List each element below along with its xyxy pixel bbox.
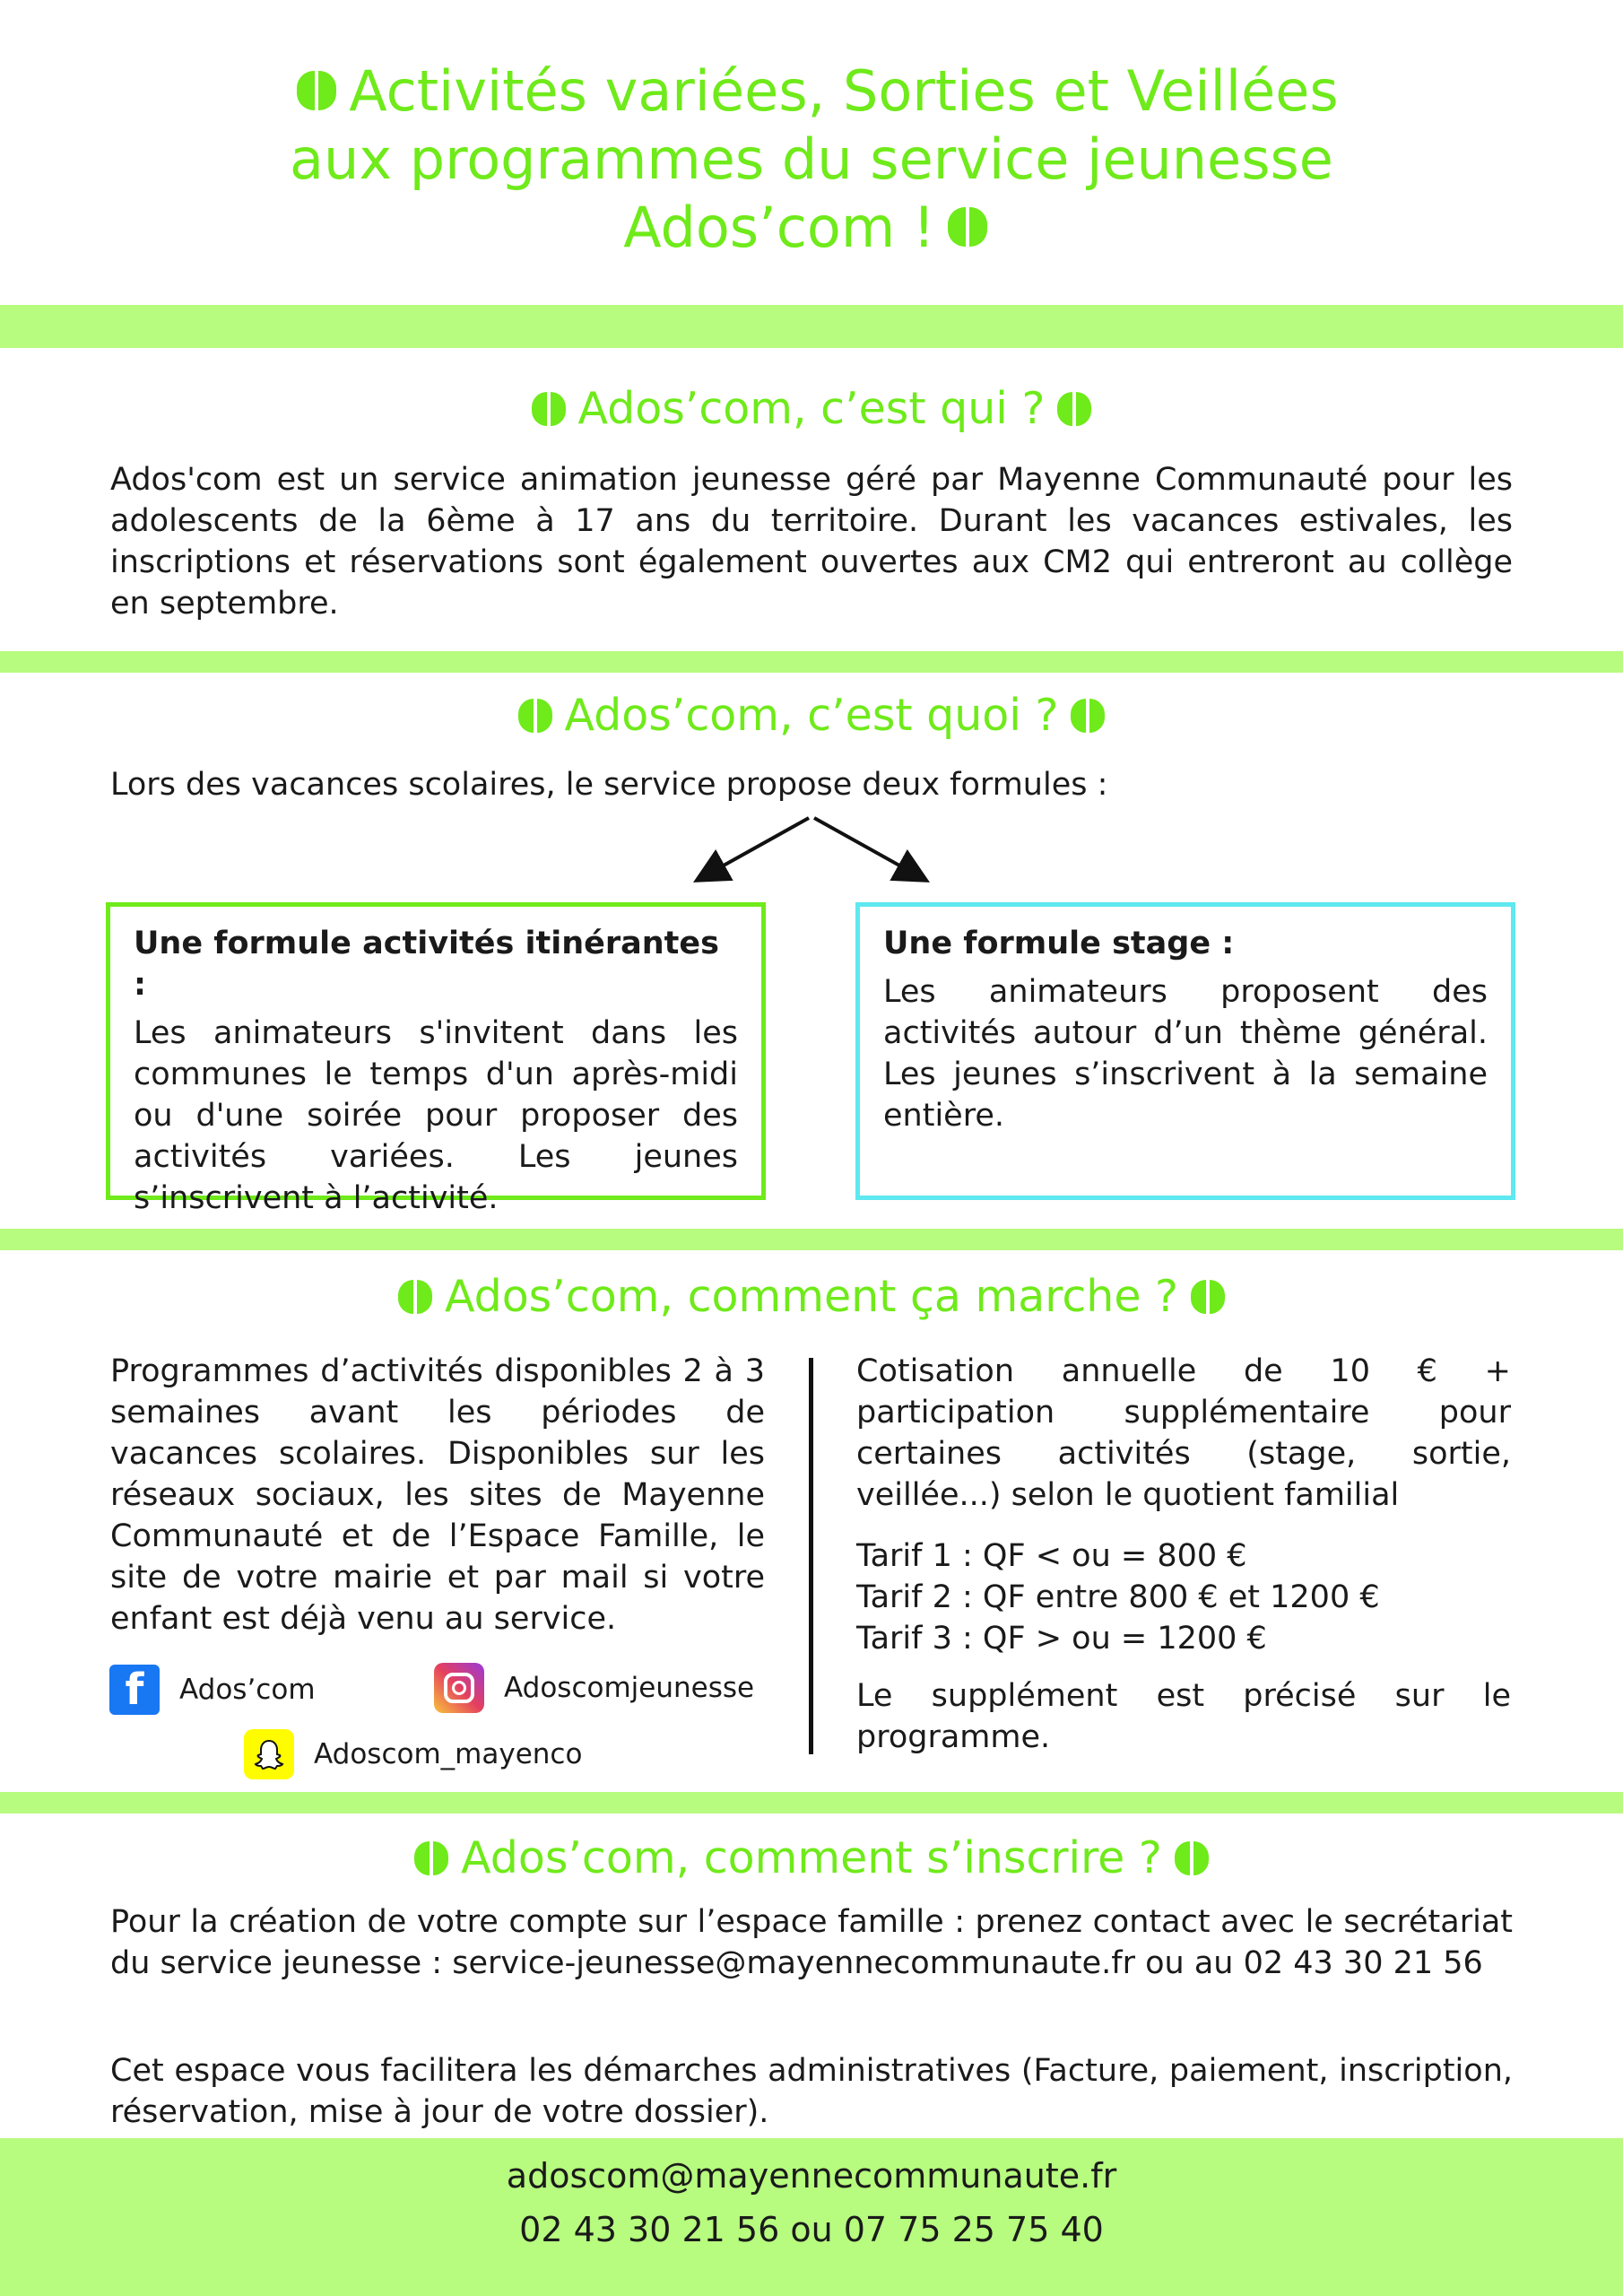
snapchat-icon	[244, 1729, 294, 1779]
title-line-3: Ados’com !	[623, 195, 935, 260]
divider-band	[0, 651, 1623, 673]
title-line-1: Activités variées, Sorties et Veillées	[349, 58, 1339, 124]
formule-itinerante-box	[106, 902, 766, 1216]
box-text: Les animateurs proposent des activités autour d’un thème général. Les jeunes s’inscrivent à la semaine entière.	[883, 974, 1488, 1134]
marche-right-text: Cotisation annuelle de 10 € + participation supplémentaire pour certaines activités (stage, sortie, veillée...) selon le quotient familial	[856, 1353, 1511, 1513]
facebook-link[interactable]: f Ados’com	[109, 1665, 316, 1715]
circle-bullet-icon	[1057, 392, 1091, 426]
circle-bullet-icon	[398, 1280, 432, 1314]
circle-bullet-icon	[532, 392, 566, 426]
footer-phones: 02 43 30 21 56 ou 07 75 25 75 40	[519, 2210, 1104, 2249]
box-title: Une formule activités itinérantes :	[134, 926, 719, 1003]
circle-bullet-icon	[1071, 699, 1105, 733]
section-heading-inscrire: Ados’com, comment s’inscrire ?	[0, 1831, 1623, 1885]
qui-text: Ados'com est un service animation jeunesse géré par Mayenne Communauté pour les adolescents de la 6ème à 17 ans du territoire. Durant les vacances estivales, les inscriptions et réservations sont également ouvertes aux CM2 qui entreront au collège en septembre.	[110, 462, 1513, 622]
section-heading-marche: Ados’com, comment ça marche ?	[0, 1270, 1623, 1324]
footer-email[interactable]: adoscom@mayennecommunaute.fr	[506, 2156, 1117, 2196]
tarif-item: Tarif 2 : QF entre 800 € et 1200 €	[856, 1579, 1380, 1615]
section-heading-qui: Ados’com, c’est qui ?	[0, 382, 1623, 436]
tarif-item: Tarif 3 : QF > ou = 1200 €	[856, 1621, 1267, 1657]
circle-bullet-icon	[1191, 1280, 1225, 1314]
circle-bullet-icon	[297, 71, 336, 110]
quoi-intro: Lors des vacances scolaires, le service propose deux formules :	[110, 767, 1108, 803]
circle-bullet-icon	[1175, 1841, 1209, 1875]
circle-bullet-icon	[948, 207, 987, 247]
tarif-list	[856, 1535, 1511, 1659]
marche-supplement: Le supplément est précisé sur le programme.	[856, 1678, 1511, 1755]
inscrire-text-1: Pour la création de votre compte sur l’espace famille : prenez contact avec le secrétariat du service jeunesse : service-jeunesse@mayennecommunaute.fr ou au 02 43 30 21 56	[110, 1904, 1513, 1981]
title-line-2: aux programmes du service jeunesse	[290, 126, 1333, 192]
double-arrow-icon	[681, 807, 950, 897]
page-title	[0, 57, 1623, 262]
tarif-item: Tarif 1 : QF < ou = 800 €	[856, 1538, 1247, 1574]
facebook-icon: f	[109, 1665, 160, 1715]
box-text: Les animateurs s'invitent dans les communes le temps d'un après-midi ou d'une soirée pour proposer des activités variées. Les jeunes s’inscrivent à l’activité.	[134, 1015, 738, 1216]
circle-bullet-icon	[518, 699, 552, 733]
divider-band	[0, 1229, 1623, 1250]
divider-band	[0, 305, 1623, 348]
box-title: Une formule stage :	[883, 926, 1235, 961]
section-heading-quoi: Ados’com, c’est quoi ?	[0, 689, 1623, 743]
marche-left-text: Programmes d’activités disponibles 2 à 3 semaines avant les périodes de vacances scolaires. Disponibles sur les réseaux sociaux, les sites de Mayenne Communauté et de l’Espace Famille, le site de votre mairie et par mail si votre enfant est déjà venu au service.	[110, 1353, 765, 1637]
column-divider	[809, 1358, 813, 1754]
instagram-icon	[434, 1663, 484, 1713]
divider-band	[0, 1792, 1623, 1813]
circle-bullet-icon	[414, 1841, 448, 1875]
formule-stage-box	[855, 902, 1515, 1200]
snapchat-link[interactable]: Adoscom_mayenco	[244, 1729, 582, 1779]
inscrire-text-2: Cet espace vous facilitera les démarches administratives (Facture, paiement, inscription, réservation, mise à jour de votre dossier).	[110, 2053, 1513, 2130]
instagram-link[interactable]: Adoscomjeunesse	[434, 1663, 754, 1713]
